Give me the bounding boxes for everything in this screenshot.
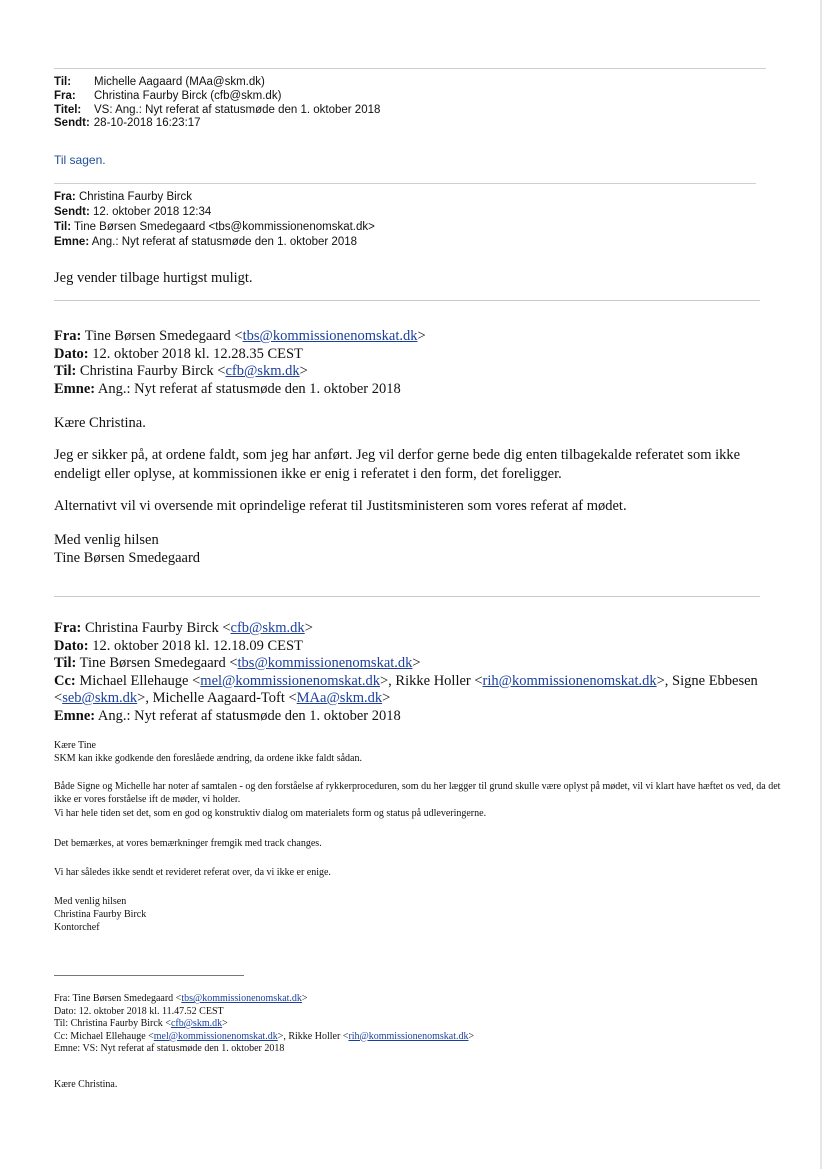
divider-3 [54, 300, 760, 301]
forward-note: Til sagen. [54, 153, 106, 167]
sent-value: 12. oktober 2018 12:34 [92, 206, 212, 218]
signature-role: Kontorchef [54, 922, 100, 933]
sent-label: Sendt: [54, 206, 90, 218]
to-email-link[interactable]: cfb@skm.dk [225, 363, 300, 379]
email-header-christina [54, 620, 774, 725]
bracket: > [301, 993, 308, 1004]
cc-name: >, Michelle Aagaard-Toft < [137, 690, 297, 706]
to-label: Til: [54, 655, 77, 671]
bracket: > [222, 1018, 228, 1029]
from-name: Tine Børsen Smedegaard < [72, 993, 182, 1004]
from-label: Fra: [54, 89, 76, 102]
body-line: SKM kan ikke godkende den foreslåede ændring, da ordene ikke faldt sådan. [54, 753, 362, 764]
bracket: > [468, 1030, 475, 1042]
cc-name: Michael Ellehauge < [79, 672, 201, 689]
bracket: > [412, 655, 421, 671]
closing: Med venlig hilsen [54, 896, 127, 907]
cc-name: Michael Ellehauge < [70, 1030, 154, 1042]
cc-email-link[interactable]: MAa@skm.dk [296, 690, 383, 706]
body-paragraph: Vi har således ikke sendt et revideret referat over, da vi ikke er enige. [54, 867, 331, 878]
cc-email-link[interactable]: mel@kommissionenomskat.dk [200, 672, 380, 689]
to-label: Til: [54, 76, 72, 88]
to-label: Til: [54, 221, 72, 233]
to-label: Til: [54, 363, 77, 379]
date-label: Dato: [54, 637, 89, 654]
signature: Tine Børsen Smedegaard [54, 550, 201, 566]
divider-4 [54, 596, 760, 597]
cc-label: Cc: [54, 672, 76, 689]
auto-reply-text: Jeg vender tilbage hurtigst muligt. [54, 270, 253, 286]
date-value: 12. oktober 2018 kl. 12.28.35 CEST [92, 345, 303, 362]
greeting: Kære Christina. [54, 415, 146, 431]
subject-value: Ang.: Nyt referat af statusmøde den 1. oktober 2018 [97, 707, 401, 724]
body-paragraph: Vi har hele tiden set det, som en god og konstruktiv dialog om materialets form og status på udleveringerne. [54, 808, 487, 819]
subject-value: Ang.: Nyt referat af statusmøde den 1. oktober 2018 [97, 380, 401, 397]
title-label: Titel: [54, 103, 82, 116]
subject-label: Emne: [54, 707, 96, 724]
from-email-link[interactable]: tbs@kommissionenomskat.dk [181, 993, 302, 1004]
date-label: Dato: [54, 345, 89, 362]
from-value: Christina Faurby Birck (cfb@skm.dk) [94, 89, 282, 102]
body-paragraph: Alternativt vil vi oversende mit oprindelige referat til Justitsministeren som vores referat af mødet. [54, 498, 627, 514]
date-label: Dato: [54, 1005, 77, 1017]
body-paragraph: Jeg er sikker på, at ordene faldt, som jeg har anført. Jeg vil derfor gerne bede dig enten tilbagekalde referatet som ikke endeligt eller oplyse, at kommissionen ikke er enig i referatet i den form, det foreligger. [54, 447, 741, 482]
to-name: Christina Faurby Birck < [79, 363, 226, 379]
date-value: 12. oktober 2018 kl. 12.18.09 CEST [92, 637, 303, 654]
bracket: > [304, 620, 313, 636]
subject-value: Ang.: Nyt referat af statusmøde den 1. oktober 2018 [91, 236, 358, 248]
body-paragraph: Både Signe og Michelle har noter af samtalen - og den forståelse af rykkerproceduren, som du her lægger til grund skulle være oplyst på mødet, vil vi klart have hæftet os ved, da det ikke er vores forståelse ift de møder, vi holder. [54, 781, 781, 805]
quote-separator [54, 975, 244, 976]
signature: Christina Faurby Birck [54, 909, 147, 920]
from-label: Fra: [54, 191, 76, 203]
to-email-link[interactable]: tbs@kommissionenomskat.dk [237, 655, 413, 671]
from-name: Tine Børsen Smedegaard < [84, 328, 243, 344]
from-value: Christina Faurby Birck [78, 191, 193, 203]
bracket: > [299, 363, 308, 379]
greeting: Kære Christina. [54, 1079, 118, 1090]
from-label: Fra: [54, 620, 82, 636]
email-header-forward [54, 76, 380, 131]
email-header-original [54, 993, 784, 1056]
greeting: Kære Tine [54, 740, 96, 751]
cc-name: >, Rikke Holler < [380, 672, 483, 689]
to-name: Tine Børsen Smedegaard < [79, 655, 238, 671]
cc-name: >, Signe Ebbesen < [54, 672, 758, 706]
sent-label: Sendt: [54, 117, 90, 130]
divider-top [54, 68, 766, 69]
body-paragraph: Det bemærkes, at vores bemærkninger fremgik med track changes. [54, 838, 322, 849]
to-email-link[interactable]: cfb@skm.dk [170, 1018, 223, 1029]
bracket: > [382, 690, 391, 706]
subject-value: VS: Nyt referat af statusmøde den 1. oktober 2018 [82, 1043, 285, 1054]
from-label: Fra: [54, 993, 71, 1004]
to-value: Michelle Aagaard (MAa@skm.dk) [94, 76, 265, 88]
cc-email-link[interactable]: mel@kommissionenomskat.dk [153, 1030, 278, 1042]
bracket: > [417, 328, 426, 344]
cc-label: Cc: [54, 1030, 68, 1042]
from-name: Christina Faurby Birck < [85, 620, 231, 636]
from-email-link[interactable]: tbs@kommissionenomskat.dk [242, 328, 418, 344]
date-value: 12. oktober 2018 kl. 11.47.52 CEST [78, 1005, 224, 1017]
from-label: Fra: [54, 328, 82, 344]
sent-value: 28-10-2018 16:23:17 [93, 117, 201, 130]
cc-email-link[interactable]: rih@kommissionenomskat.dk [348, 1030, 469, 1042]
divider-2 [54, 183, 756, 184]
closing: Med venlig hilsen [54, 532, 159, 548]
cc-name: >, Rikke Holler < [277, 1030, 349, 1042]
email-header-tine [54, 328, 426, 398]
title-value: VS: Ang.: Nyt referat af statusmøde den 1. oktober 2018 [94, 103, 381, 116]
subject-label: Emne: [54, 236, 90, 248]
to-label: Til: [54, 1018, 69, 1029]
subject-label: Emne: [54, 380, 96, 397]
to-value: Tine Børsen Smedegaard <tbs@kommissionenomskat.dk> [74, 221, 375, 233]
subject-label: Emne: [54, 1043, 81, 1054]
email-header-autoreply [54, 190, 375, 250]
to-name: Christina Faurby Birck < [70, 1018, 171, 1029]
cc-email-link[interactable]: rih@kommissionenomskat.dk [482, 672, 657, 689]
cc-email-link[interactable]: seb@skm.dk [62, 690, 138, 706]
from-email-link[interactable]: cfb@skm.dk [230, 620, 305, 636]
